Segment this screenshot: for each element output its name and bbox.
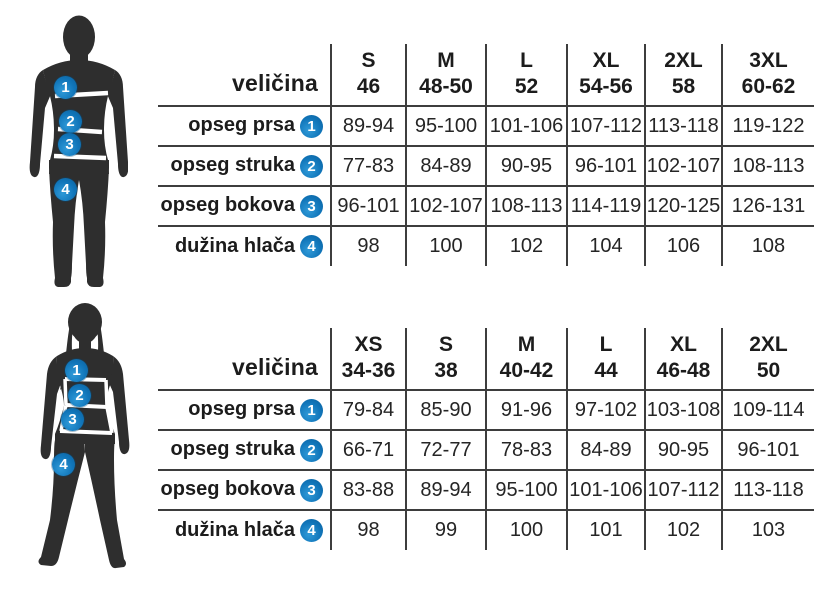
size-name: S xyxy=(361,48,376,72)
size-corner-label: veličina xyxy=(232,354,318,380)
size-value-cell: 96-101 xyxy=(331,186,406,226)
size-column-header xyxy=(406,44,486,106)
size-value-cell: 89-94 xyxy=(331,106,406,146)
size-value-cell: 66-71 xyxy=(331,430,406,470)
size-range: 48-50 xyxy=(419,74,473,98)
size-range: 52 xyxy=(514,74,539,98)
row-label-text: opseg bokova xyxy=(160,478,295,501)
figure-marker-4: 4 xyxy=(52,453,75,476)
size-name: 2XL xyxy=(749,332,788,356)
table-row xyxy=(158,430,814,470)
size-name: 2XL xyxy=(664,48,703,72)
row-label xyxy=(158,146,331,186)
figure-marker-3: 3 xyxy=(58,133,81,156)
row-label xyxy=(158,470,331,510)
table-row xyxy=(158,470,814,510)
figure-marker-2: 2 xyxy=(59,110,82,133)
waist-measure-line xyxy=(66,405,107,407)
size-value-cell: 126-131 xyxy=(722,186,814,226)
size-value-cell: 103-108 xyxy=(645,390,722,430)
size-name: XL xyxy=(592,48,620,72)
size-name: M xyxy=(517,332,536,356)
size-value-cell: 96-101 xyxy=(567,146,645,186)
size-value-cell: 113-118 xyxy=(722,470,814,510)
size-column-header xyxy=(331,44,406,106)
header-row xyxy=(158,44,814,106)
size-column-header xyxy=(645,328,722,390)
size-value-cell: 113-118 xyxy=(645,106,722,146)
size-value-cell: 72-77 xyxy=(406,430,486,470)
row-marker-badge: 3 xyxy=(300,479,323,502)
size-range: 54-56 xyxy=(579,74,633,98)
size-value-cell: 101 xyxy=(567,510,645,550)
table-body xyxy=(158,106,814,266)
size-value-cell: 84-89 xyxy=(406,146,486,186)
size-value-cell: 95-100 xyxy=(486,470,567,510)
size-column-header xyxy=(406,328,486,390)
table-row xyxy=(158,510,814,550)
size-value-cell: 102 xyxy=(645,510,722,550)
size-column-header xyxy=(722,328,814,390)
row-label xyxy=(158,510,331,550)
size-value-cell: 102 xyxy=(486,226,567,266)
row-marker-badge: 1 xyxy=(300,399,323,422)
size-value-cell: 98 xyxy=(331,510,406,550)
female-figure xyxy=(20,302,140,588)
size-value-cell: 95-100 xyxy=(406,106,486,146)
table-row xyxy=(158,106,814,146)
size-name: XS xyxy=(354,332,383,356)
size-value-cell: 96-101 xyxy=(722,430,814,470)
size-column-header xyxy=(567,44,645,106)
size-value-cell: 79-84 xyxy=(331,390,406,430)
size-value-cell: 108 xyxy=(722,226,814,266)
row-label-text: dužina hlača xyxy=(174,518,295,541)
size-column-header xyxy=(486,44,567,106)
size-value-cell: 103 xyxy=(722,510,814,550)
size-value-cell: 91-96 xyxy=(486,390,567,430)
row-marker-badge: 1 xyxy=(300,115,323,138)
size-name: L xyxy=(599,332,613,356)
size-value-cell: 102-107 xyxy=(406,186,486,226)
size-value-cell: 101-106 xyxy=(486,106,567,146)
size-value-cell: 90-95 xyxy=(486,146,567,186)
size-value-cell: 77-83 xyxy=(331,146,406,186)
size-value-cell: 120-125 xyxy=(645,186,722,226)
size-range: 46 xyxy=(356,74,381,98)
size-value-cell: 78-83 xyxy=(486,430,567,470)
men-size-table xyxy=(158,44,814,266)
table-row xyxy=(158,186,814,226)
size-column-header xyxy=(645,44,722,106)
size-range: 58 xyxy=(671,74,696,98)
size-value-cell: 97-102 xyxy=(567,390,645,430)
table-row xyxy=(158,146,814,186)
row-label xyxy=(158,430,331,470)
size-corner-label: veličina xyxy=(232,70,318,96)
figure-marker-3: 3 xyxy=(61,408,84,431)
size-value-cell: 119-122 xyxy=(722,106,814,146)
size-name: M xyxy=(437,48,455,72)
row-label xyxy=(158,106,331,146)
row-label xyxy=(158,226,331,266)
size-value-cell: 106 xyxy=(645,226,722,266)
female-silhouette-svg xyxy=(20,302,140,588)
women-size-table xyxy=(158,328,814,550)
table-header xyxy=(158,44,814,106)
size-value-cell: 90-95 xyxy=(645,430,722,470)
size-value-cell: 100 xyxy=(406,226,486,266)
row-marker-badge: 4 xyxy=(300,235,323,258)
size-range: 46-48 xyxy=(656,358,711,382)
size-value-cell: 98 xyxy=(331,226,406,266)
size-range: 44 xyxy=(594,358,618,382)
size-range: 40-42 xyxy=(499,358,554,382)
size-value-cell: 108-113 xyxy=(722,146,814,186)
table-body xyxy=(158,390,814,550)
table-header xyxy=(158,328,814,390)
row-marker-badge: 2 xyxy=(300,439,323,462)
row-label xyxy=(158,186,331,226)
row-marker-badge: 3 xyxy=(300,195,323,218)
row-label-text: opseg prsa xyxy=(188,398,295,421)
size-value-cell: 99 xyxy=(406,510,486,550)
size-column-header xyxy=(331,328,406,390)
size-range: 38 xyxy=(434,358,458,382)
size-value-cell: 107-112 xyxy=(645,470,722,510)
size-range: 34-36 xyxy=(341,358,396,382)
figure-marker-4: 4 xyxy=(54,178,77,201)
size-range: 50 xyxy=(756,358,781,382)
header-row xyxy=(158,328,814,390)
size-value-cell: 101-106 xyxy=(567,470,645,510)
row-label-text: opseg struka xyxy=(170,154,295,177)
size-name: S xyxy=(438,332,453,356)
row-label-text: opseg bokova xyxy=(160,194,295,217)
male-figure xyxy=(28,12,128,290)
row-label-text: dužina hlača xyxy=(174,234,295,257)
table-row xyxy=(158,226,814,266)
size-value-cell: 108-113 xyxy=(486,186,567,226)
figure-marker-1: 1 xyxy=(54,76,77,99)
row-label xyxy=(158,390,331,430)
row-label-text: opseg prsa xyxy=(188,114,295,137)
size-value-cell: 100 xyxy=(486,510,567,550)
size-column-header xyxy=(722,44,814,106)
figure-marker-1: 1 xyxy=(65,359,88,382)
size-range: 60-62 xyxy=(741,74,796,98)
figure-marker-2: 2 xyxy=(68,384,91,407)
size-value-cell: 102-107 xyxy=(645,146,722,186)
size-name: XL xyxy=(670,332,697,356)
size-value-cell: 114-119 xyxy=(567,186,645,226)
size-value-cell: 85-90 xyxy=(406,390,486,430)
row-label-text: opseg struka xyxy=(170,438,295,461)
size-name: 3XL xyxy=(749,48,788,72)
size-value-cell: 83-88 xyxy=(331,470,406,510)
size-name: L xyxy=(520,48,533,72)
row-marker-badge: 4 xyxy=(300,519,323,542)
size-value-cell: 109-114 xyxy=(722,390,814,430)
size-column-header xyxy=(486,328,567,390)
size-value-cell: 84-89 xyxy=(567,430,645,470)
table-row xyxy=(158,390,814,430)
size-value-cell: 104 xyxy=(567,226,645,266)
size-value-cell: 107-112 xyxy=(567,106,645,146)
hip-measure-line xyxy=(54,156,106,158)
hip-measure-line xyxy=(60,431,112,433)
row-marker-badge: 2 xyxy=(300,155,323,178)
size-column-header xyxy=(567,328,645,390)
size-value-cell: 89-94 xyxy=(406,470,486,510)
